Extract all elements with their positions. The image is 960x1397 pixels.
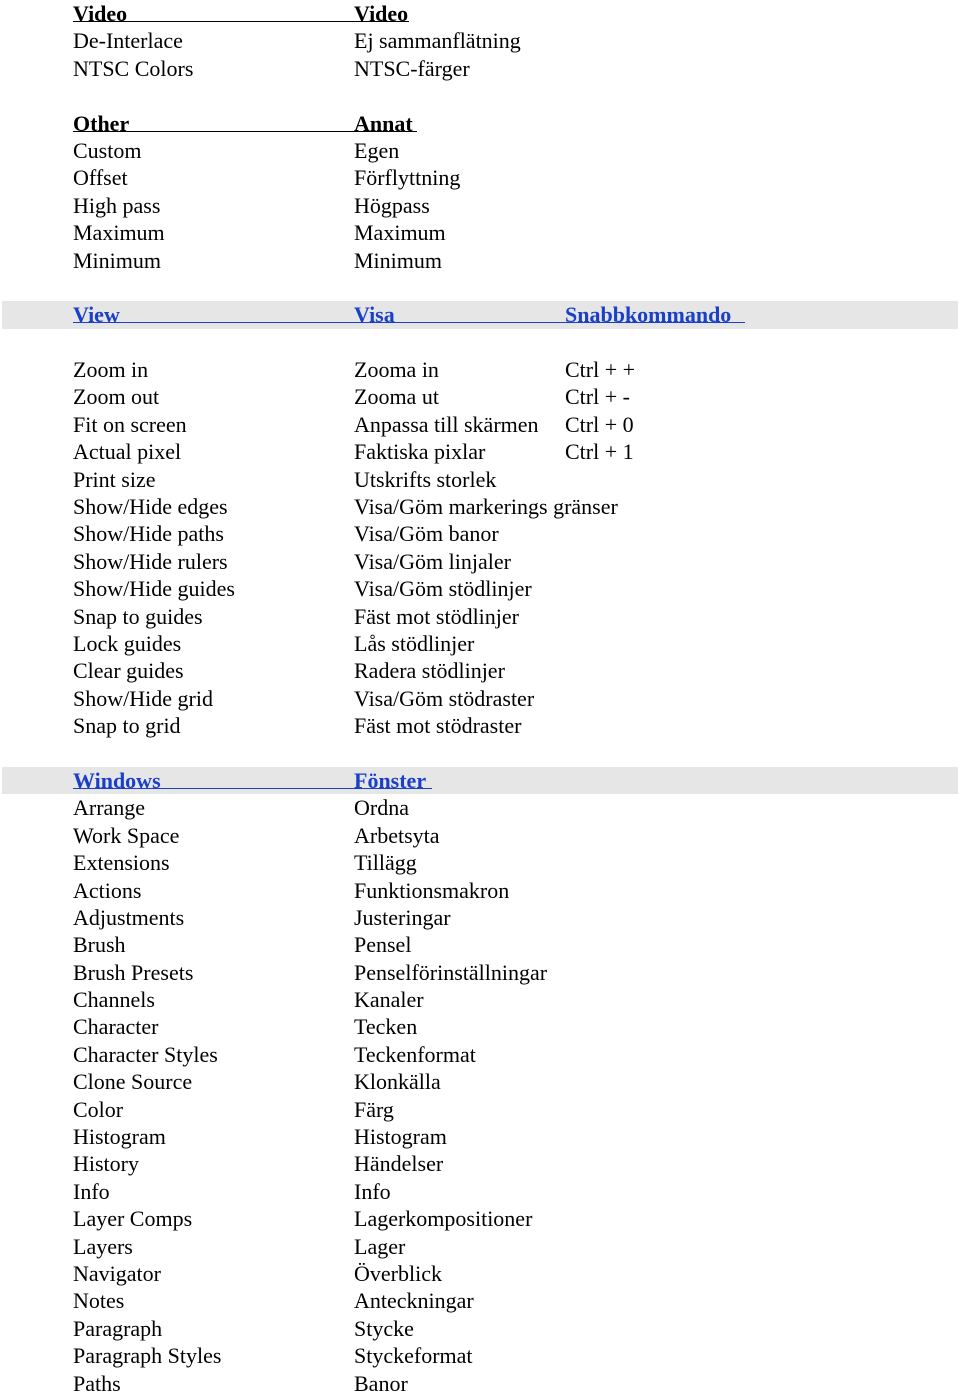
term-row bbox=[0, 877, 960, 904]
term-en: Clear guides bbox=[73, 658, 184, 684]
term-row bbox=[0, 411, 960, 438]
term-sv: Arbetsyta bbox=[354, 822, 440, 848]
term-row bbox=[0, 685, 960, 712]
term-row bbox=[0, 794, 960, 821]
term-row bbox=[0, 1041, 960, 1068]
term-row bbox=[0, 931, 960, 958]
term-en: Navigator bbox=[73, 1260, 161, 1286]
term-row bbox=[0, 1205, 960, 1232]
term-en: High pass bbox=[73, 192, 161, 218]
term-sv: Anteckningar bbox=[354, 1288, 474, 1314]
term-sv: Visa/Göm banor bbox=[354, 521, 499, 547]
term-row bbox=[0, 438, 960, 465]
term-sv: Styckeformat bbox=[354, 1343, 473, 1369]
term-en: Fit on screen bbox=[73, 411, 187, 437]
term-row bbox=[0, 493, 960, 520]
term-en: Arrange bbox=[73, 795, 146, 821]
heading-shortcut: Snabbkommando bbox=[565, 302, 732, 328]
section-windows bbox=[0, 767, 960, 1397]
term-en: Print size bbox=[73, 466, 156, 492]
term-sv: Visa/Göm stödlinjer bbox=[354, 576, 532, 602]
term-row bbox=[0, 247, 960, 274]
term-row bbox=[0, 904, 960, 931]
term-shortcut: Ctrl + 1 bbox=[565, 439, 634, 465]
term-row bbox=[0, 1342, 960, 1369]
spacer bbox=[0, 740, 960, 767]
term-en: Zoom out bbox=[73, 384, 160, 410]
term-row bbox=[0, 1315, 960, 1342]
term-sv: Visa/Göm linjaler bbox=[354, 548, 511, 574]
term-en: Info bbox=[73, 1178, 110, 1204]
term-en: Character Styles bbox=[73, 1041, 218, 1067]
term-row bbox=[0, 575, 960, 602]
term-row bbox=[0, 986, 960, 1013]
term-en: Show/Hide guides bbox=[73, 576, 235, 602]
term-en: Paths bbox=[73, 1370, 121, 1396]
term-sv: Kanaler bbox=[354, 987, 424, 1013]
term-row bbox=[0, 1096, 960, 1123]
term-en: Work Space bbox=[73, 822, 180, 848]
term-en: Layer Comps bbox=[73, 1206, 193, 1232]
term-en: Character bbox=[73, 1014, 159, 1040]
term-sv: Tillägg bbox=[354, 850, 417, 876]
term-en: Notes bbox=[73, 1288, 125, 1314]
term-sv: Lager bbox=[354, 1233, 406, 1259]
term-sv: Högpass bbox=[354, 192, 430, 218]
term-shortcut: Ctrl + - bbox=[565, 384, 630, 410]
term-row bbox=[0, 630, 960, 657]
term-row bbox=[0, 164, 960, 191]
term-shortcut: Ctrl + 0 bbox=[565, 411, 634, 437]
term-sv: Lagerkompositioner bbox=[354, 1206, 533, 1232]
term-sv: Funktionsmakron bbox=[354, 877, 510, 903]
term-sv: NTSC-färger bbox=[354, 55, 470, 81]
term-sv: Radera stödlinjer bbox=[354, 658, 505, 684]
term-en: Custom bbox=[73, 137, 142, 163]
term-en: Zoom in bbox=[73, 357, 149, 383]
term-sv: Anpassa till skärmen bbox=[354, 411, 539, 437]
section-video bbox=[0, 0, 960, 82]
spacer bbox=[0, 329, 960, 356]
term-sv: Förflyttning bbox=[354, 165, 461, 191]
term-row bbox=[0, 849, 960, 876]
heading-en: Other bbox=[73, 110, 130, 136]
section-heading-video bbox=[0, 0, 960, 27]
section-heading-windows bbox=[0, 767, 960, 794]
term-en: NTSC Colors bbox=[73, 55, 194, 81]
term-sv: Tecken bbox=[354, 1014, 418, 1040]
term-sv: Zooma ut bbox=[354, 384, 439, 410]
term-en: Show/Hide grid bbox=[73, 685, 213, 711]
term-sv: Utskrifts storlek bbox=[354, 466, 497, 492]
term-en: Offset bbox=[73, 165, 128, 191]
term-sv: Zooma in bbox=[354, 357, 439, 383]
section-view bbox=[0, 301, 960, 739]
heading-en: View bbox=[73, 302, 120, 328]
term-sv: Visa/Göm stödraster bbox=[354, 685, 535, 711]
term-en: History bbox=[73, 1151, 139, 1177]
heading-sv: Visa bbox=[354, 302, 395, 328]
term-sv: Minimum bbox=[354, 247, 443, 273]
heading-sv: Video bbox=[354, 1, 409, 26]
term-sv: Överblick bbox=[354, 1260, 442, 1286]
term-sv: Justeringar bbox=[354, 904, 451, 930]
heading-sv: Annat bbox=[354, 110, 413, 136]
term-row bbox=[0, 27, 960, 54]
term-en: Histogram bbox=[73, 1124, 166, 1150]
term-row bbox=[0, 1150, 960, 1177]
term-en: Actions bbox=[73, 877, 142, 903]
term-sv: Teckenformat bbox=[354, 1041, 476, 1067]
section-heading-other bbox=[0, 110, 960, 137]
term-en: Extensions bbox=[73, 850, 170, 876]
term-row bbox=[0, 822, 960, 849]
term-en: Show/Hide edges bbox=[73, 494, 228, 520]
term-sv: Egen bbox=[354, 137, 400, 163]
term-row bbox=[0, 959, 960, 986]
term-row bbox=[0, 657, 960, 684]
term-sv: Penselförinställningar bbox=[354, 959, 548, 985]
term-shortcut: Ctrl + + bbox=[565, 357, 636, 383]
term-en: Lock guides bbox=[73, 630, 182, 656]
term-row bbox=[0, 1013, 960, 1040]
term-sv: Lås stödlinjer bbox=[354, 630, 475, 656]
term-sv: Banor bbox=[354, 1370, 408, 1396]
term-sv: Färg bbox=[354, 1096, 394, 1122]
term-sv: Klonkälla bbox=[354, 1069, 441, 1095]
term-en: Maximum bbox=[73, 220, 165, 246]
term-row bbox=[0, 466, 960, 493]
section-heading-view bbox=[0, 301, 960, 328]
term-row bbox=[0, 712, 960, 739]
heading-band bbox=[2, 301, 958, 328]
term-sv: Visa/Göm markerings gränser bbox=[354, 494, 618, 520]
term-en: Show/Hide paths bbox=[73, 521, 224, 547]
term-row bbox=[0, 1068, 960, 1095]
section-other bbox=[0, 110, 960, 274]
term-sv: Händelser bbox=[354, 1151, 444, 1177]
heading-en: Windows bbox=[73, 767, 161, 793]
term-row bbox=[0, 55, 960, 82]
term-row bbox=[0, 520, 960, 547]
spacer bbox=[0, 274, 960, 301]
term-sv: Ordna bbox=[354, 795, 409, 821]
term-en: Channels bbox=[73, 987, 155, 1013]
term-sv: Fäst mot stödraster bbox=[354, 713, 522, 739]
term-row bbox=[0, 356, 960, 383]
term-row bbox=[0, 603, 960, 630]
term-row bbox=[0, 383, 960, 410]
term-en: Adjustments bbox=[73, 904, 185, 930]
term-row bbox=[0, 1287, 960, 1314]
term-en: Color bbox=[73, 1096, 124, 1122]
term-en: Minimum bbox=[73, 247, 162, 273]
term-en: Brush bbox=[73, 932, 126, 958]
term-row bbox=[0, 548, 960, 575]
term-row bbox=[0, 1260, 960, 1287]
heading-en: Video bbox=[73, 1, 128, 26]
term-en: Snap to grid bbox=[73, 713, 181, 739]
term-sv: Pensel bbox=[354, 932, 412, 958]
term-en: Paragraph Styles bbox=[73, 1343, 222, 1369]
term-row bbox=[0, 137, 960, 164]
term-sv: Maximum bbox=[354, 220, 446, 246]
term-en: Layers bbox=[73, 1233, 133, 1259]
heading-sv: Fönster bbox=[354, 767, 427, 793]
term-sv: Info bbox=[354, 1178, 391, 1204]
term-sv: Stycke bbox=[354, 1315, 414, 1341]
term-en: Paragraph bbox=[73, 1315, 163, 1341]
term-sv: Histogram bbox=[354, 1124, 447, 1150]
term-row bbox=[0, 1123, 960, 1150]
term-sv: Ej sammanflätning bbox=[354, 28, 521, 54]
term-en: Show/Hide rulers bbox=[73, 548, 228, 574]
term-row bbox=[0, 1370, 960, 1397]
term-en: Actual pixel bbox=[73, 439, 182, 465]
term-en: Brush Presets bbox=[73, 959, 194, 985]
spacer bbox=[0, 82, 960, 109]
term-row bbox=[0, 219, 960, 246]
term-row bbox=[0, 1233, 960, 1260]
term-en: Clone Source bbox=[73, 1069, 193, 1095]
term-en: De-Interlace bbox=[73, 28, 183, 54]
term-row bbox=[0, 192, 960, 219]
term-row bbox=[0, 1178, 960, 1205]
term-sv: Fäst mot stödlinjer bbox=[354, 603, 519, 629]
term-sv: Faktiska pixlar bbox=[354, 439, 486, 465]
term-en: Snap to guides bbox=[73, 603, 203, 629]
